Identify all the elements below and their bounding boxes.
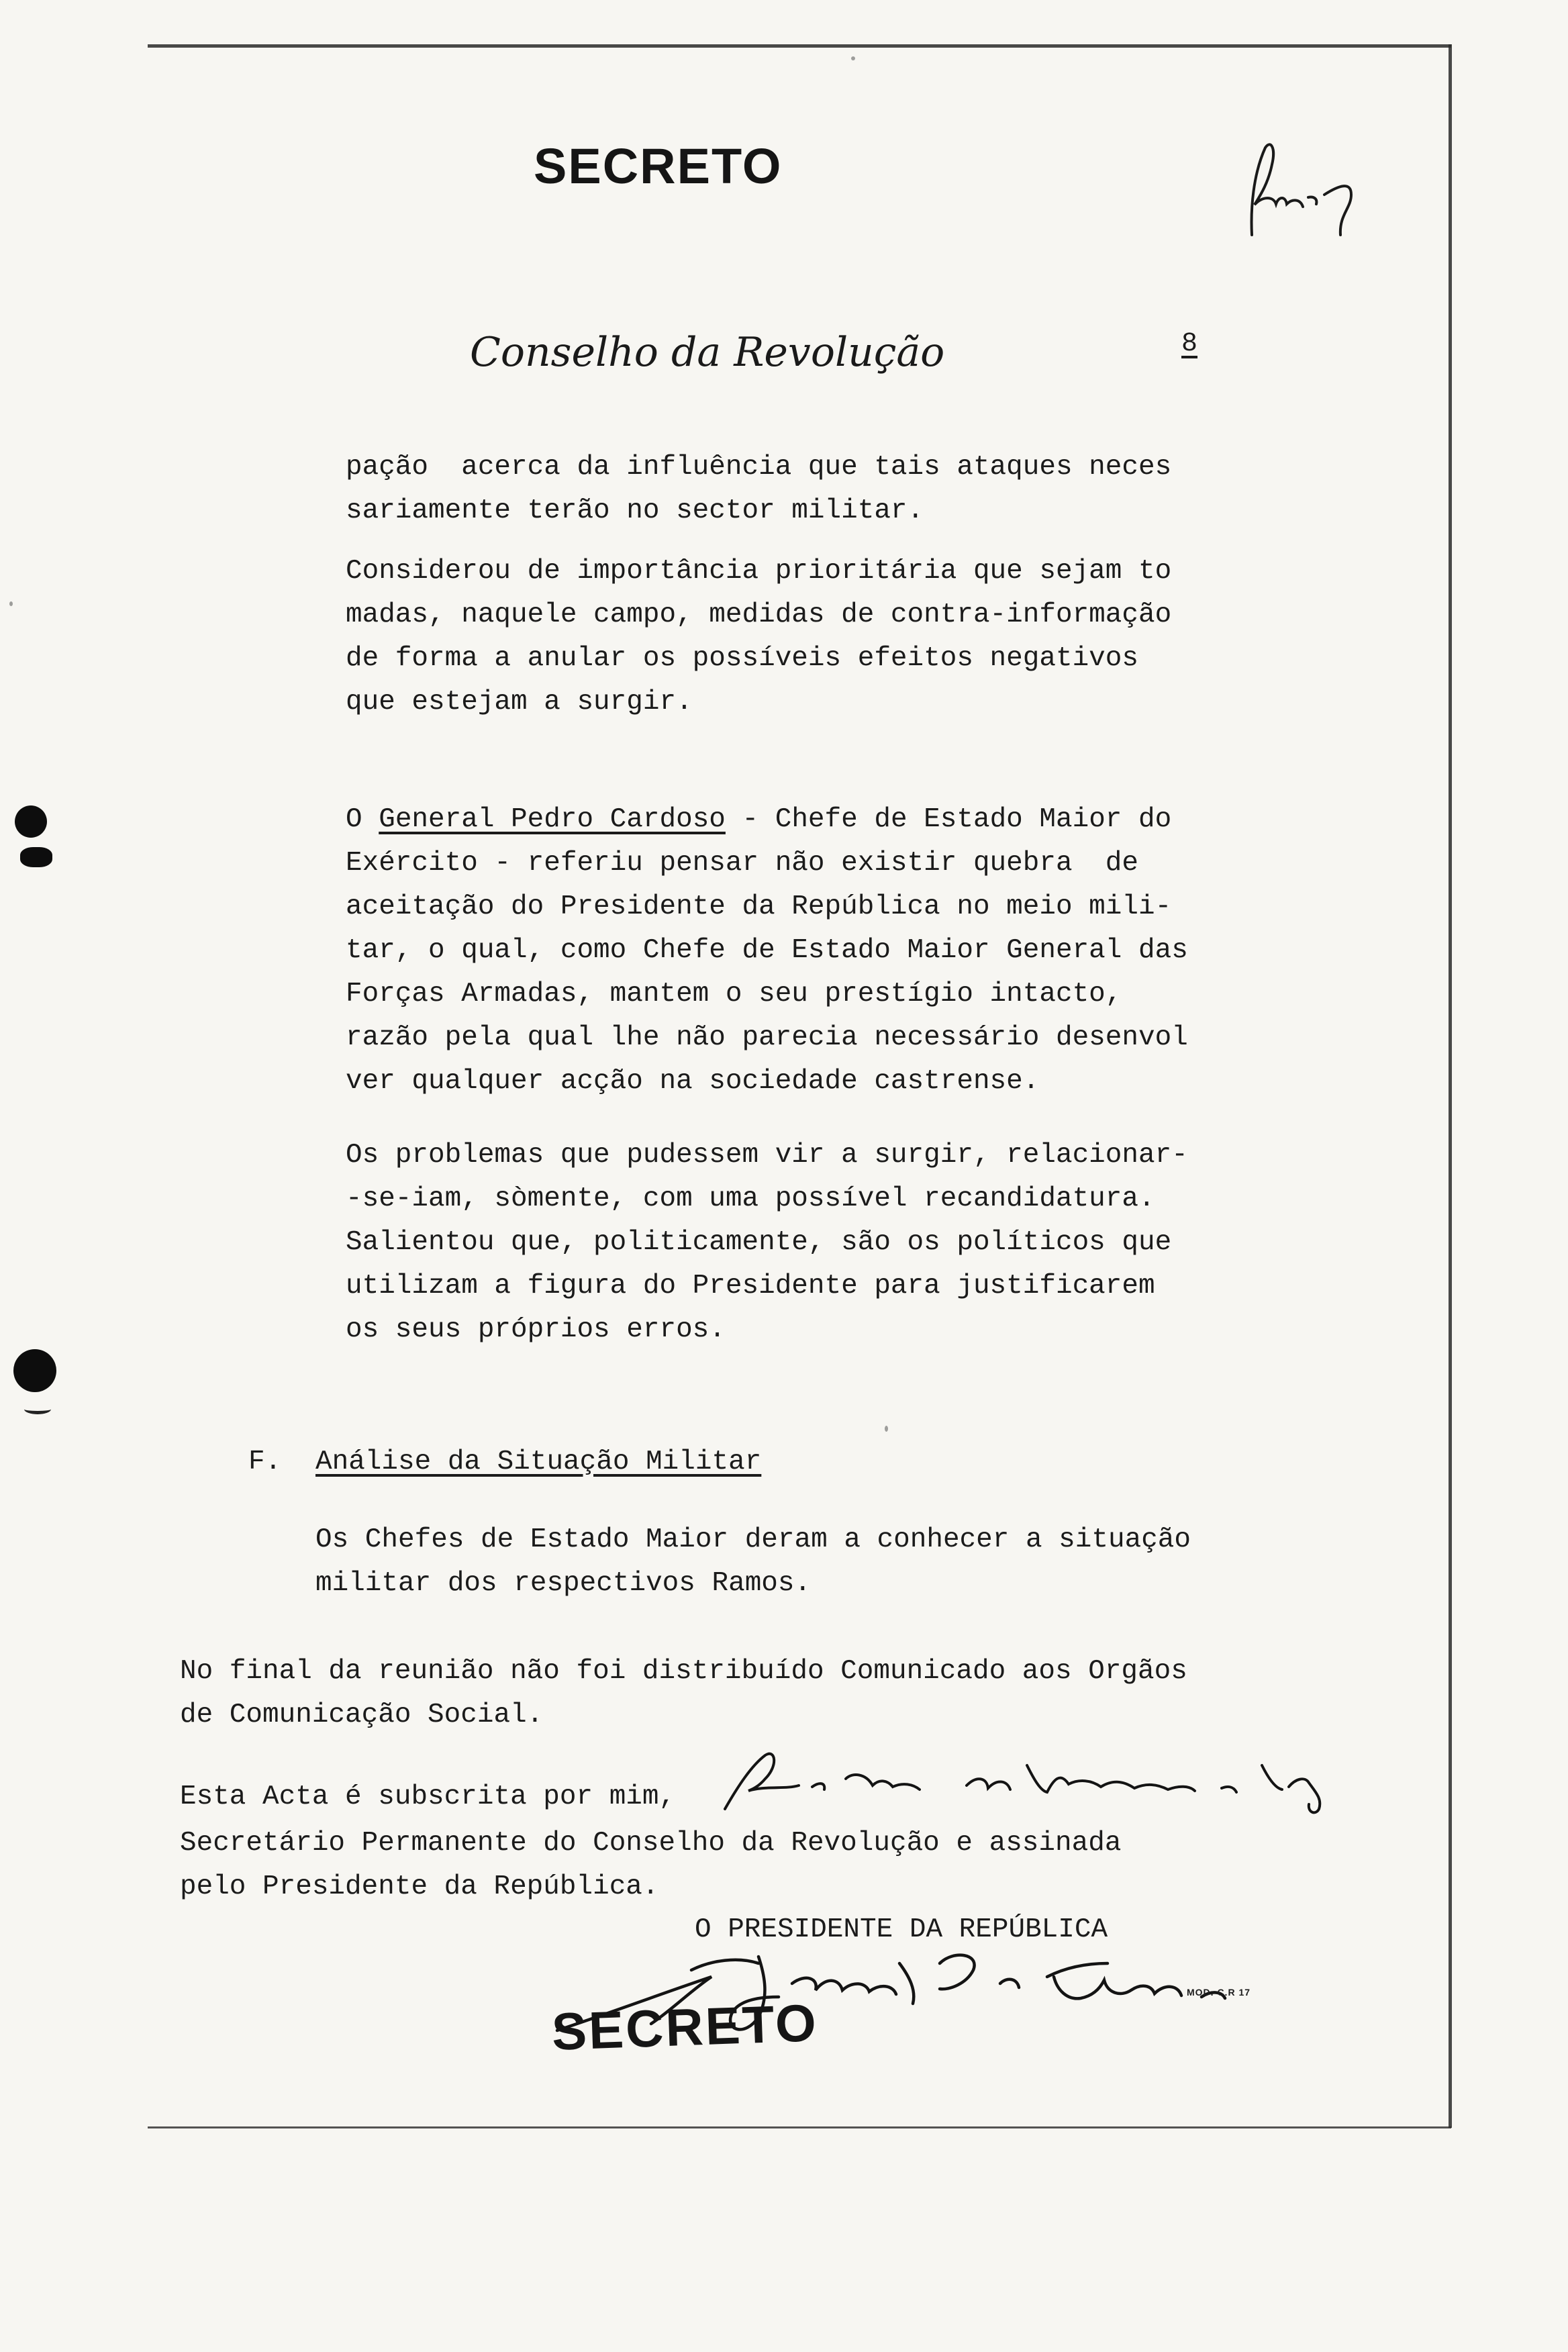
text-line: militar dos respectivos Ramos. xyxy=(315,1568,812,1599)
text-line: Os Chefes de Estado Maior deram a conhecer a situação xyxy=(315,1524,1191,1555)
text-line: razão pela qual lhe não parecia necessário desenvol xyxy=(346,1022,1188,1053)
secret-stamp-top: SECRETO xyxy=(534,138,783,194)
letterhead-title: Conselho da Revolução xyxy=(470,329,945,376)
text-line: pação acerca da influência que tais ataques neces xyxy=(346,452,1172,483)
paragraph-3 xyxy=(346,798,1188,1104)
general-name: General Pedro Cardoso xyxy=(379,804,726,835)
text-line: que estejam a surgir. xyxy=(346,687,693,718)
paragraph-2 xyxy=(346,550,1171,724)
text-line: pelo Presidente da República. xyxy=(180,1871,659,1902)
section-body xyxy=(315,1518,1191,1606)
text-line: de forma a anular os possíveis efeitos negativos xyxy=(346,643,1138,674)
closing-paragraph-2 xyxy=(180,1822,1121,1909)
text-line xyxy=(346,798,1188,842)
bottom-border-line xyxy=(148,2126,1451,2128)
secretary-signature xyxy=(712,1745,1356,1819)
text-line: -se-iam, sòmente, com uma possível recandidatura. xyxy=(346,1183,1155,1214)
text-line: aceitação do Presidente da República no meio mili- xyxy=(346,891,1172,922)
text-fragment: - Chefe de Estado Maior do xyxy=(725,804,1172,835)
text-line: Forças Armadas, mantem o seu prestígio intacto, xyxy=(346,979,1122,1010)
section-letter: F. xyxy=(248,1447,282,1477)
acta-line xyxy=(180,1775,675,1819)
punch-hole-upper xyxy=(15,805,47,838)
text-line: os seus próprios erros. xyxy=(346,1314,726,1345)
text-line: madas, naquele campo, medidas de contra-informação xyxy=(346,599,1172,630)
secret-stamp-bottom: SECRETO xyxy=(550,1993,820,2061)
text-line: tar, o qual, como Chefe de Estado Maior General das xyxy=(346,935,1188,966)
text-line: de Comunicação Social. xyxy=(180,1700,544,1730)
paragraph-4 xyxy=(346,1134,1188,1352)
text-line: Secretário Permanente do Conselho da Revolução e assinada xyxy=(180,1828,1122,1859)
page-number: 8 xyxy=(1181,329,1198,359)
text-line: Os problemas que pudessem vir a surgir, relacionar- xyxy=(346,1140,1188,1171)
text-line: utilizam a figura do Presidente para justificarem xyxy=(346,1271,1155,1302)
text-line: No final da reunião não foi distribuído Comunicado aos Orgãos xyxy=(180,1656,1187,1687)
text-line: ver qualquer acção na sociedade castrense. xyxy=(346,1066,1040,1097)
right-border-line xyxy=(1449,44,1452,2128)
form-reference: MOD. C.R 17 xyxy=(1187,1987,1251,1998)
text-line: Salientou que, politicamente, são os políticos que xyxy=(346,1227,1172,1258)
speck xyxy=(851,56,855,60)
closing-paragraph-1 xyxy=(180,1650,1187,1737)
handwritten-initials xyxy=(1238,134,1366,242)
section-title: Análise da Situação Militar xyxy=(315,1447,762,1477)
text-line: O PRESIDENTE DA REPÚBLICA xyxy=(695,1914,1108,1945)
text-line: Considerou de importância prioritária que sejam to xyxy=(346,556,1172,587)
text-line: Exército - referiu pensar não existir quebra de xyxy=(346,848,1138,879)
punch-hole-lower-tear xyxy=(24,1404,51,1414)
text-line: sariamente terão no sector militar. xyxy=(346,495,924,526)
punch-hole-lower xyxy=(13,1349,56,1392)
speck xyxy=(885,1426,888,1432)
text-line: Esta Acta é subscrita por mim, xyxy=(180,1781,676,1812)
speck xyxy=(9,601,13,606)
paragraph-1 xyxy=(346,446,1171,533)
top-border-line xyxy=(148,44,1451,48)
punch-hole-upper-tear xyxy=(20,847,52,867)
text-fragment: O xyxy=(346,804,379,835)
